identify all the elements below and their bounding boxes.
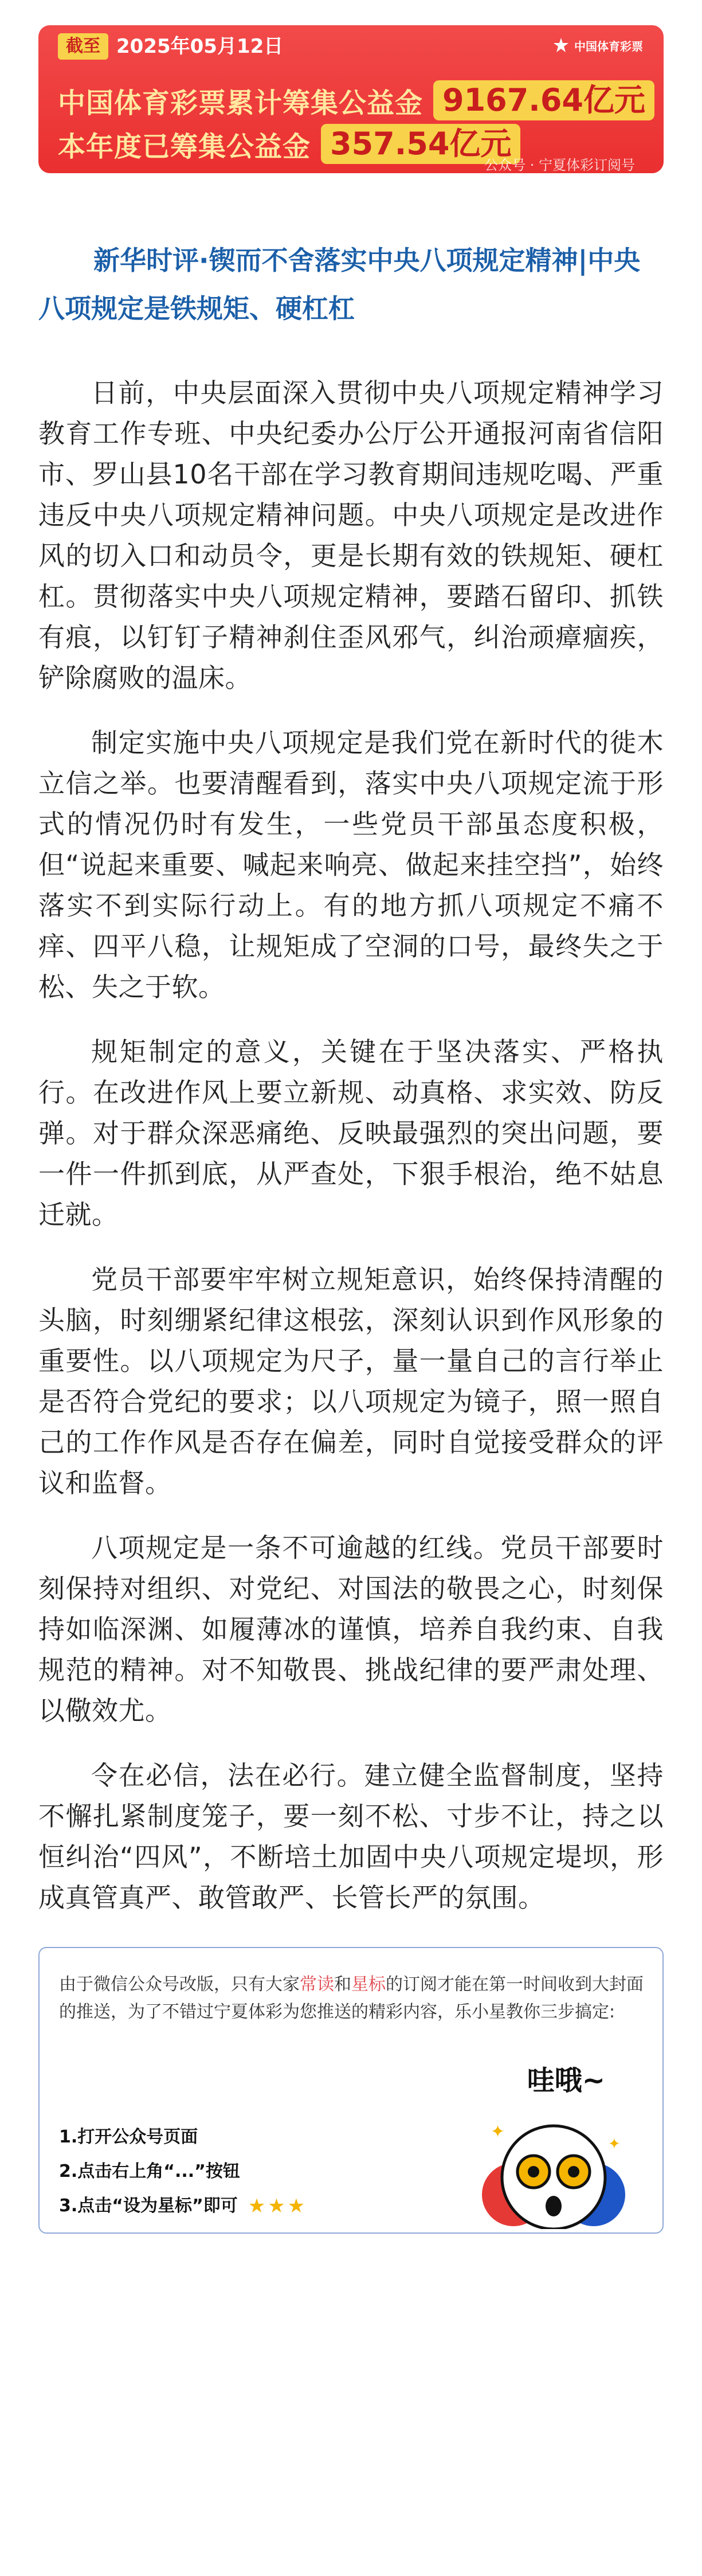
guide-intro-part: 由于微信公众号改版，只有大家 xyxy=(59,1974,300,1995)
banner-tag: 截至 xyxy=(58,33,108,60)
guide-highlight-read: 常读 xyxy=(300,1974,334,1995)
banner-logo-text: 中国体育彩票 xyxy=(574,39,643,53)
svg-text:✦: ✦ xyxy=(491,2122,505,2142)
article-paragraph: 八项规定是一条不可逾越的红线。党员干部要时刻保持对组织、对党纪、对国法的敬畏之心，时刻保持如临深渊、如履薄冰的谨慎，培养自我约束、自我规范的精神。对不知敬畏、挑战纪律的要严肃处理、以儆效尤。 xyxy=(38,1532,664,1726)
banner-logo xyxy=(552,37,643,54)
banner-total-row xyxy=(58,80,654,120)
banner-date: 2025年05月12日 xyxy=(116,35,284,58)
mascot-icon xyxy=(479,2097,628,2229)
guide-exclaim: 哇哦~ xyxy=(527,2064,605,2097)
article-paragraph: 令在必信，法在必行。建立健全监督制度，坚持不懈扎紧制度笼子，要一刻不松、寸步不让，持之以恒纠治“四风”，不断培土加固中央八项规定堤坝，形成真管真严、敢管敢严、长管长严的氛围。 xyxy=(38,1760,664,1913)
svg-text:✦: ✦ xyxy=(608,2136,621,2153)
guide-step-text: 3.点击“设为星标”即可 xyxy=(59,2196,238,2216)
lottery-banner xyxy=(38,25,664,173)
guide-step-text: 1.打开公众号页面 xyxy=(59,2127,198,2147)
banner-year-value: 357.54亿元 xyxy=(321,124,520,164)
star-guide-box xyxy=(38,1947,664,2234)
article-paragraph: 日前，中央层面深入贯彻中央八项规定精神学习教育工作专班、中央纪委办公厅公开通报河南省信阳市、罗山县10名干部在学习教育期间违规吃喝、严重违反中央八项规定精神问题。中央八项规定是改进作风的切入口和动员令，更是长期有效的铁规矩、硬杠杠。贯彻落实中央八项规定精神，要踏石留印、抓铁有痕，以钉钉子精神刹住歪风邪气，纠治顽瘴痼疾，铲除腐败的温床。 xyxy=(38,377,664,693)
star-icons: ★★★ xyxy=(248,2195,308,2218)
banner-date-row xyxy=(58,33,283,60)
guide-highlight-star: 星标 xyxy=(351,1974,386,1995)
article-paragraph: 规矩制定的意义，关键在于坚决落实、严格执行。在改进作风上要立新规、动真格、求实效、防反弹。对于群众深恶痛绝、反映最强烈的突出问题，要一件一件抓到底，从严查处，下狠手根治，绝不姑息迁就。 xyxy=(38,1036,664,1230)
guide-intro xyxy=(59,1971,644,2026)
lottery-logo-icon xyxy=(552,37,570,54)
banner-year-row xyxy=(58,124,520,164)
guide-step xyxy=(59,2120,307,2155)
article-body xyxy=(38,373,664,1918)
guide-steps xyxy=(59,2120,307,2223)
banner-total-value: 9167.64亿元 xyxy=(433,80,654,120)
banner-total-label: 中国体育彩票累计筹集公益金 xyxy=(58,87,423,119)
article-paragraph: 制定实施中央八项规定是我们党在新时代的徙木立信之举。也要清醒看到，落实中央八项规定流于形式的情况仍时有发生，一些党员干部虽态度积极，但“说起来重要、喊起来响亮、做起来挂空挡”，始终落实不到实际行动上。有的地方抓八项规定不痛不痒、四平八稳，让规矩成了空洞的口号，最终失之于松、失之于软。 xyxy=(38,727,664,1002)
guide-intro-part: 的订阅才能在第一时间收到大封面的推送，为了不错过宁夏体彩为您推送的精彩内容，乐小星教你三步搞定: xyxy=(59,1974,644,2022)
guide-intro-part: 和 xyxy=(334,1974,351,1995)
guide-step-text: 2.点击右上角“...”按钮 xyxy=(59,2161,240,2181)
banner-year-label: 本年度已筹集公益金 xyxy=(58,130,311,163)
bottom-spacer xyxy=(0,2234,702,2268)
banner-watermark: 公众号 · 宁夏体彩订阅号 xyxy=(484,157,635,173)
article-title: 新华时评·锲而不舍落实中央八项规定精神|中央八项规定是铁规矩、硬杠杠 xyxy=(38,245,641,324)
guide-step xyxy=(59,2189,307,2223)
guide-step xyxy=(59,2155,307,2189)
article-paragraph: 党员干部要牢牢树立规矩意识，始终保持清醒的头脑，时刻绷紧纪律这根弦，深刻认识到作风形象的重要性。以八项规定为尺子，量一量自己的言行举止是否符合党纪的要求；以八项规定为镜子，照一照自己的工作作风是否存在偏差，同时自觉接受群众的评议和监督。 xyxy=(38,1264,664,1498)
